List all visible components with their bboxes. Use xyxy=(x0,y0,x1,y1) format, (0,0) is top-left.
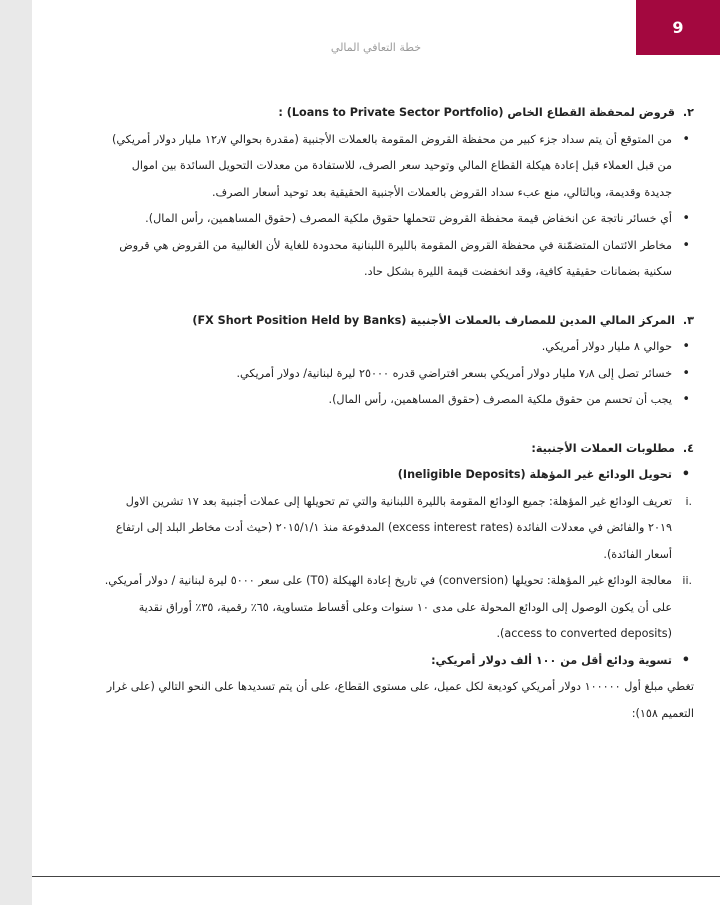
section-3-number: ٣. xyxy=(682,313,694,327)
list-item: • أي خسائر ناتجة عن انخفاض قيمة محفظة القروض تتحملها حقوق ملكية المصرف (حقوق المساهمين، رأس المال). xyxy=(102,206,694,233)
list-item xyxy=(102,489,694,569)
list-item: • من المتوقع أن يتم سداد جزء كبير من محفظة القروض المقومة بالعملات الأجنبية (مقدرة بحوالي ١٢٫٧ مليار دولار أمريكي) من قبل العملاء قبل إعادة هيكلة القطاع المالي وتوحيد سعر الصرف، للاستفادة من معدلات التحويل السائدة بين اموال جديدة وقديمة، وبالتالي، منع عبء سداد القروض بالعملات الأجنبية الحقيقية بعد توحيد أسعار الصرف. xyxy=(102,127,694,207)
page-number-badge: 9 xyxy=(636,0,720,55)
section-4-number: ٤. xyxy=(682,441,694,455)
roman-numeral: ii. xyxy=(682,574,692,587)
ineligible-deposits-list xyxy=(102,489,694,648)
section-2-list xyxy=(102,127,694,286)
section-2-title: قروض لمحفظة القطاع الخاص (Loans to Private Sector Portfolio) : xyxy=(278,106,675,119)
ineligible-deposits-heading: • تحويل الودائع غير المؤهلة (Ineligible Deposits) xyxy=(102,462,694,489)
section-4-heading xyxy=(102,436,694,463)
list-item: • مخاطر الائتمان المتضمّنة في محفظة القروض المقومة بالليرة اللبنانية محدودة للغاية لأن الغالبية من القروض هي قروض سكنية بضمانات حقيقية كافية، وقد انخفضت قيمة الليرة بشكل حاد. xyxy=(102,233,694,286)
list-item: • يجب أن تحسم من حقوق ملكية المصرف (حقوق المساهمين، رأس المال). xyxy=(102,387,694,414)
small-deposits-heading: • تسوية ودائع أقل من ١٠٠ ألف دولار أمريكي: xyxy=(102,648,694,675)
section-2-number: ٢. xyxy=(682,106,694,119)
document-page xyxy=(32,0,720,905)
roman-numeral: i. xyxy=(685,494,692,508)
section-2-heading xyxy=(102,100,694,127)
list-item: • حوالي ٨ مليار دولار أمريكي. xyxy=(102,334,694,361)
list-item-text: معالجة الودائع غير المؤهلة: تحويلها (conversion) في تاريخ إعادة الهيكلة (T0) على سعر ٥٠٠٠ ليرة لبنانية / دولار أمريكي. على أن يكون الوصول إلى الودائع المحولة على مدى ١٠ سنوات وعلى أقساط متساوية، ٦٥٪ رقمية، ٣٥٪ أوراق نقدية (access to converted deposits). xyxy=(104,574,672,640)
running-header: خطة التعافي المالي xyxy=(330,41,422,54)
section-3-list xyxy=(102,334,694,414)
section-3-title: المركز المالي المدين للمصارف بالعملات الأجنبية (FX Short Position Held by Banks) xyxy=(192,313,675,327)
section-4-title: مطلوبات العملات الأجنبية: xyxy=(531,441,675,455)
section-4-sub-list xyxy=(102,462,694,489)
page-bottom-rule xyxy=(32,876,720,877)
section-3-heading xyxy=(102,308,694,335)
page-content xyxy=(102,100,694,727)
small-deposits-text: تغطي مبلغ أول ١٠٠٠٠٠ دولار أمريكي كوديعة لكل عميل، على مستوى القطاع، على أن يتم تسديدها على النحو التالي (على غرار التعميم ١٥٨): xyxy=(106,680,694,720)
list-item xyxy=(102,568,694,648)
list-item: • خسائر تصل إلى ٧٫٨ مليار دولار أمريكي بسعر افتراضي قدره ٢٥٠٠٠ ليرة لبنانية/ دولار أمريكي. xyxy=(102,361,694,388)
list-item-text: تعريف الودائع غير المؤهلة: جميع الودائع المقومة بالليرة اللبنانية والتي تم تحويلها إلى عملات أجنبية بعد ١٧ تشرين الاول ٢٠١٩ والفائض في معدلات الفائدة (excess interest rates) المدفوعة منذ ٢٠١٥/١/١ (حيث أدت مخاطر البلد إلى ارتفاع أسعار الفائدة). xyxy=(115,494,672,561)
small-deposits-list xyxy=(102,648,694,675)
